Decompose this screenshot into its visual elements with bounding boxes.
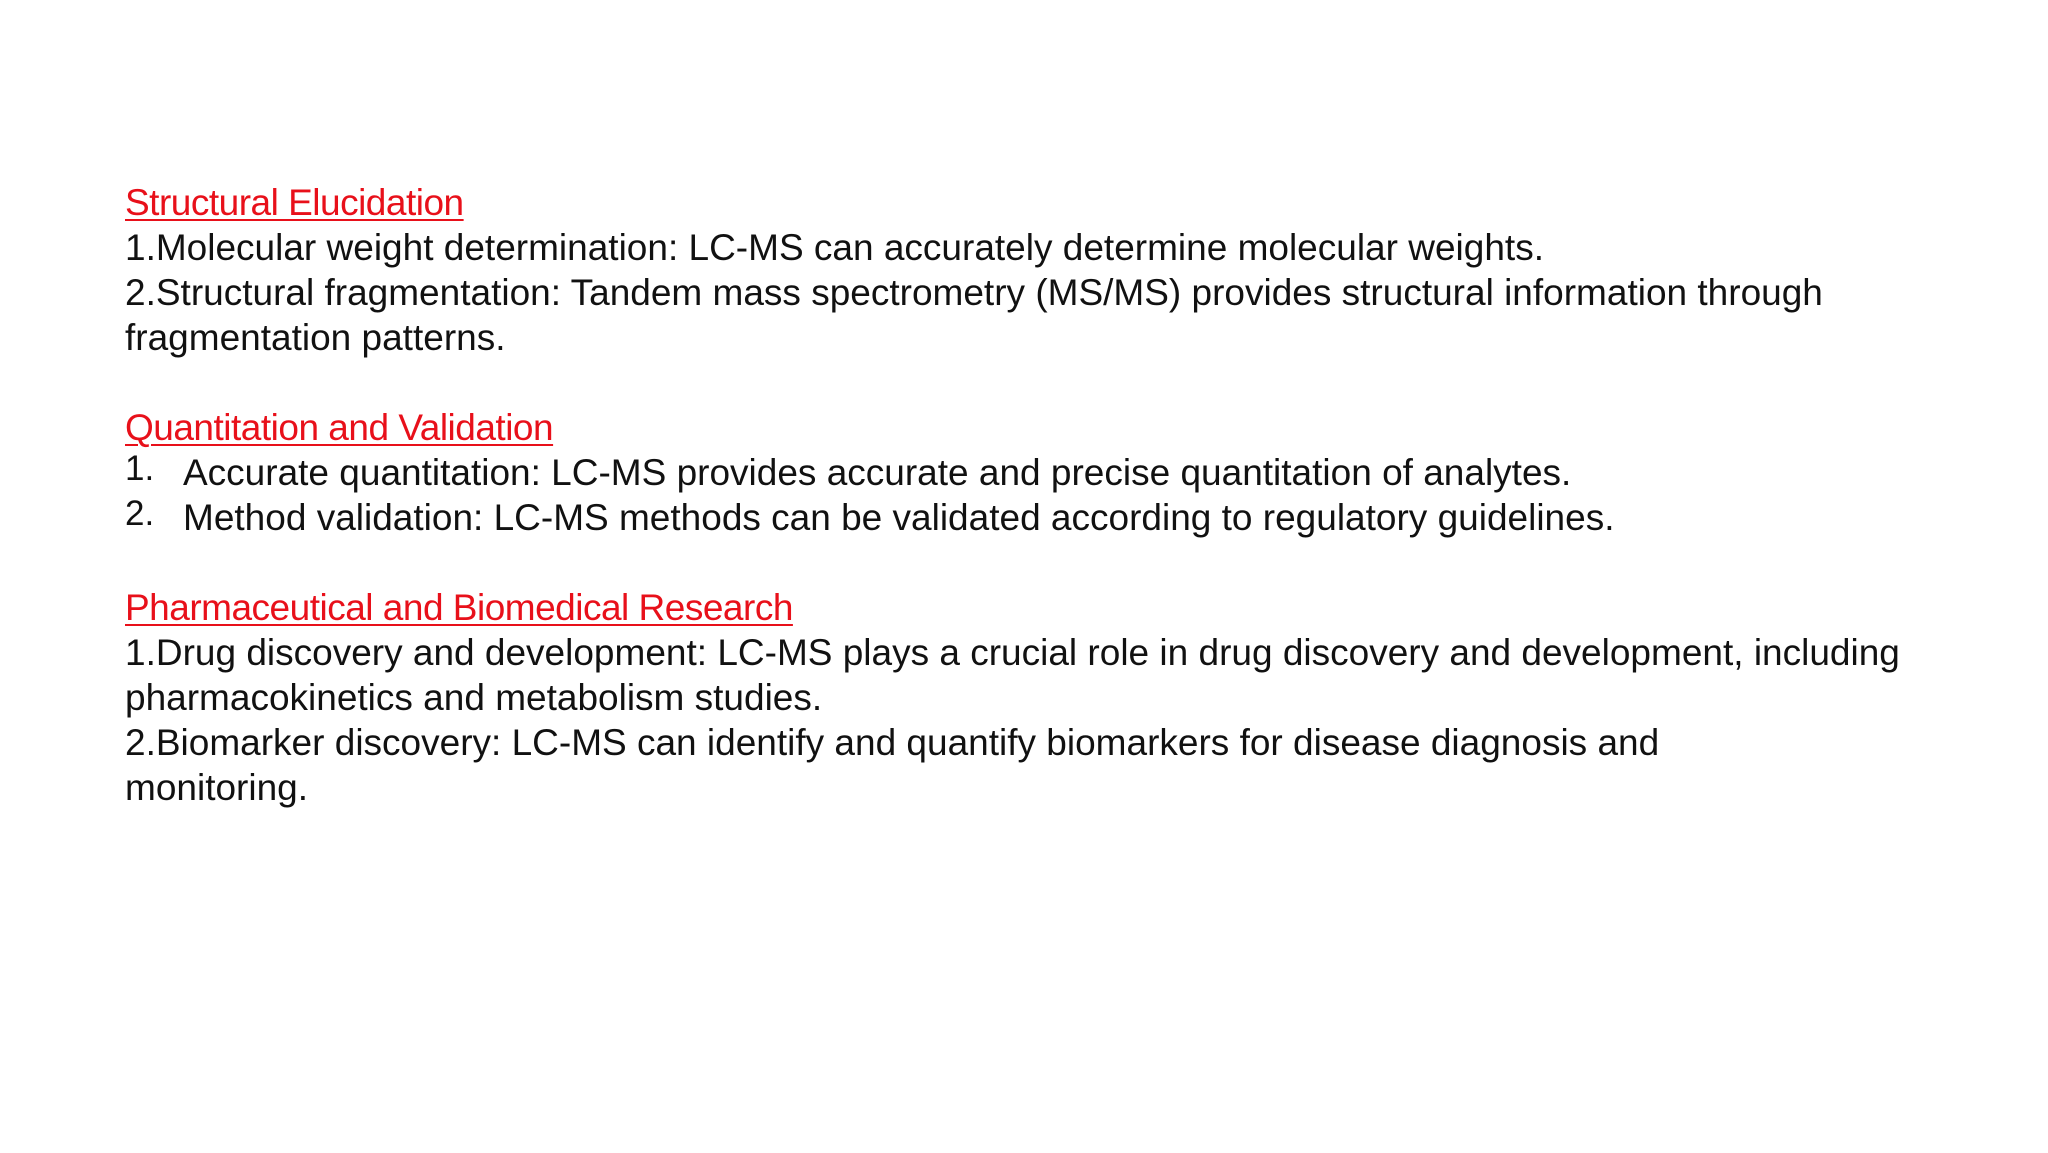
list-item-text: Biomarker discovery: LC-MS can identify and quantify biomarkers for disease diagnosis and monitoring. <box>125 722 1660 808</box>
list-item <box>125 450 1985 495</box>
list-item-number: 1. <box>125 449 155 488</box>
list-item <box>125 270 1945 360</box>
section-pharmaceutical-biomedical <box>125 585 1985 810</box>
section-heading: Pharmaceutical and Biomedical Research <box>125 587 793 628</box>
list-item-text: Molecular weight determination: LC-MS can accurately determine molecular weights. <box>155 227 1544 268</box>
slide-content <box>125 180 1985 855</box>
list-item-text: Method validation: LC-MS methods can be validated according to regulatory guidelines. <box>183 497 1615 538</box>
list-item-number: 1. <box>125 632 156 673</box>
section-heading: Quantitation and Validation <box>125 407 554 448</box>
list-item-text: Structural fragmentation: Tandem mass spectrometry (MS/MS) provides structural information through fragmentation patterns. <box>125 272 1823 358</box>
list-item <box>125 225 1985 270</box>
list-item-number: 1. <box>125 227 156 268</box>
list-item <box>125 720 1755 810</box>
list-item-number: 2. <box>125 494 155 533</box>
list-item-number: 2. <box>125 722 156 763</box>
list-item-text: Drug discovery and development: LC-MS plays a crucial role in drug discovery and development, including pharmacokinetics and metabolism studies. <box>125 632 1900 718</box>
section-heading: Structural Elucidation <box>125 182 464 223</box>
list-item-text: Accurate quantitation: LC-MS provides accurate and precise quantitation of analytes. <box>183 452 1572 493</box>
list-item-number: 2. <box>125 272 156 313</box>
section-quantitation-validation <box>125 405 1985 540</box>
list-item <box>125 630 1985 720</box>
list-item <box>125 495 1985 540</box>
section-structural-elucidation <box>125 180 1985 360</box>
